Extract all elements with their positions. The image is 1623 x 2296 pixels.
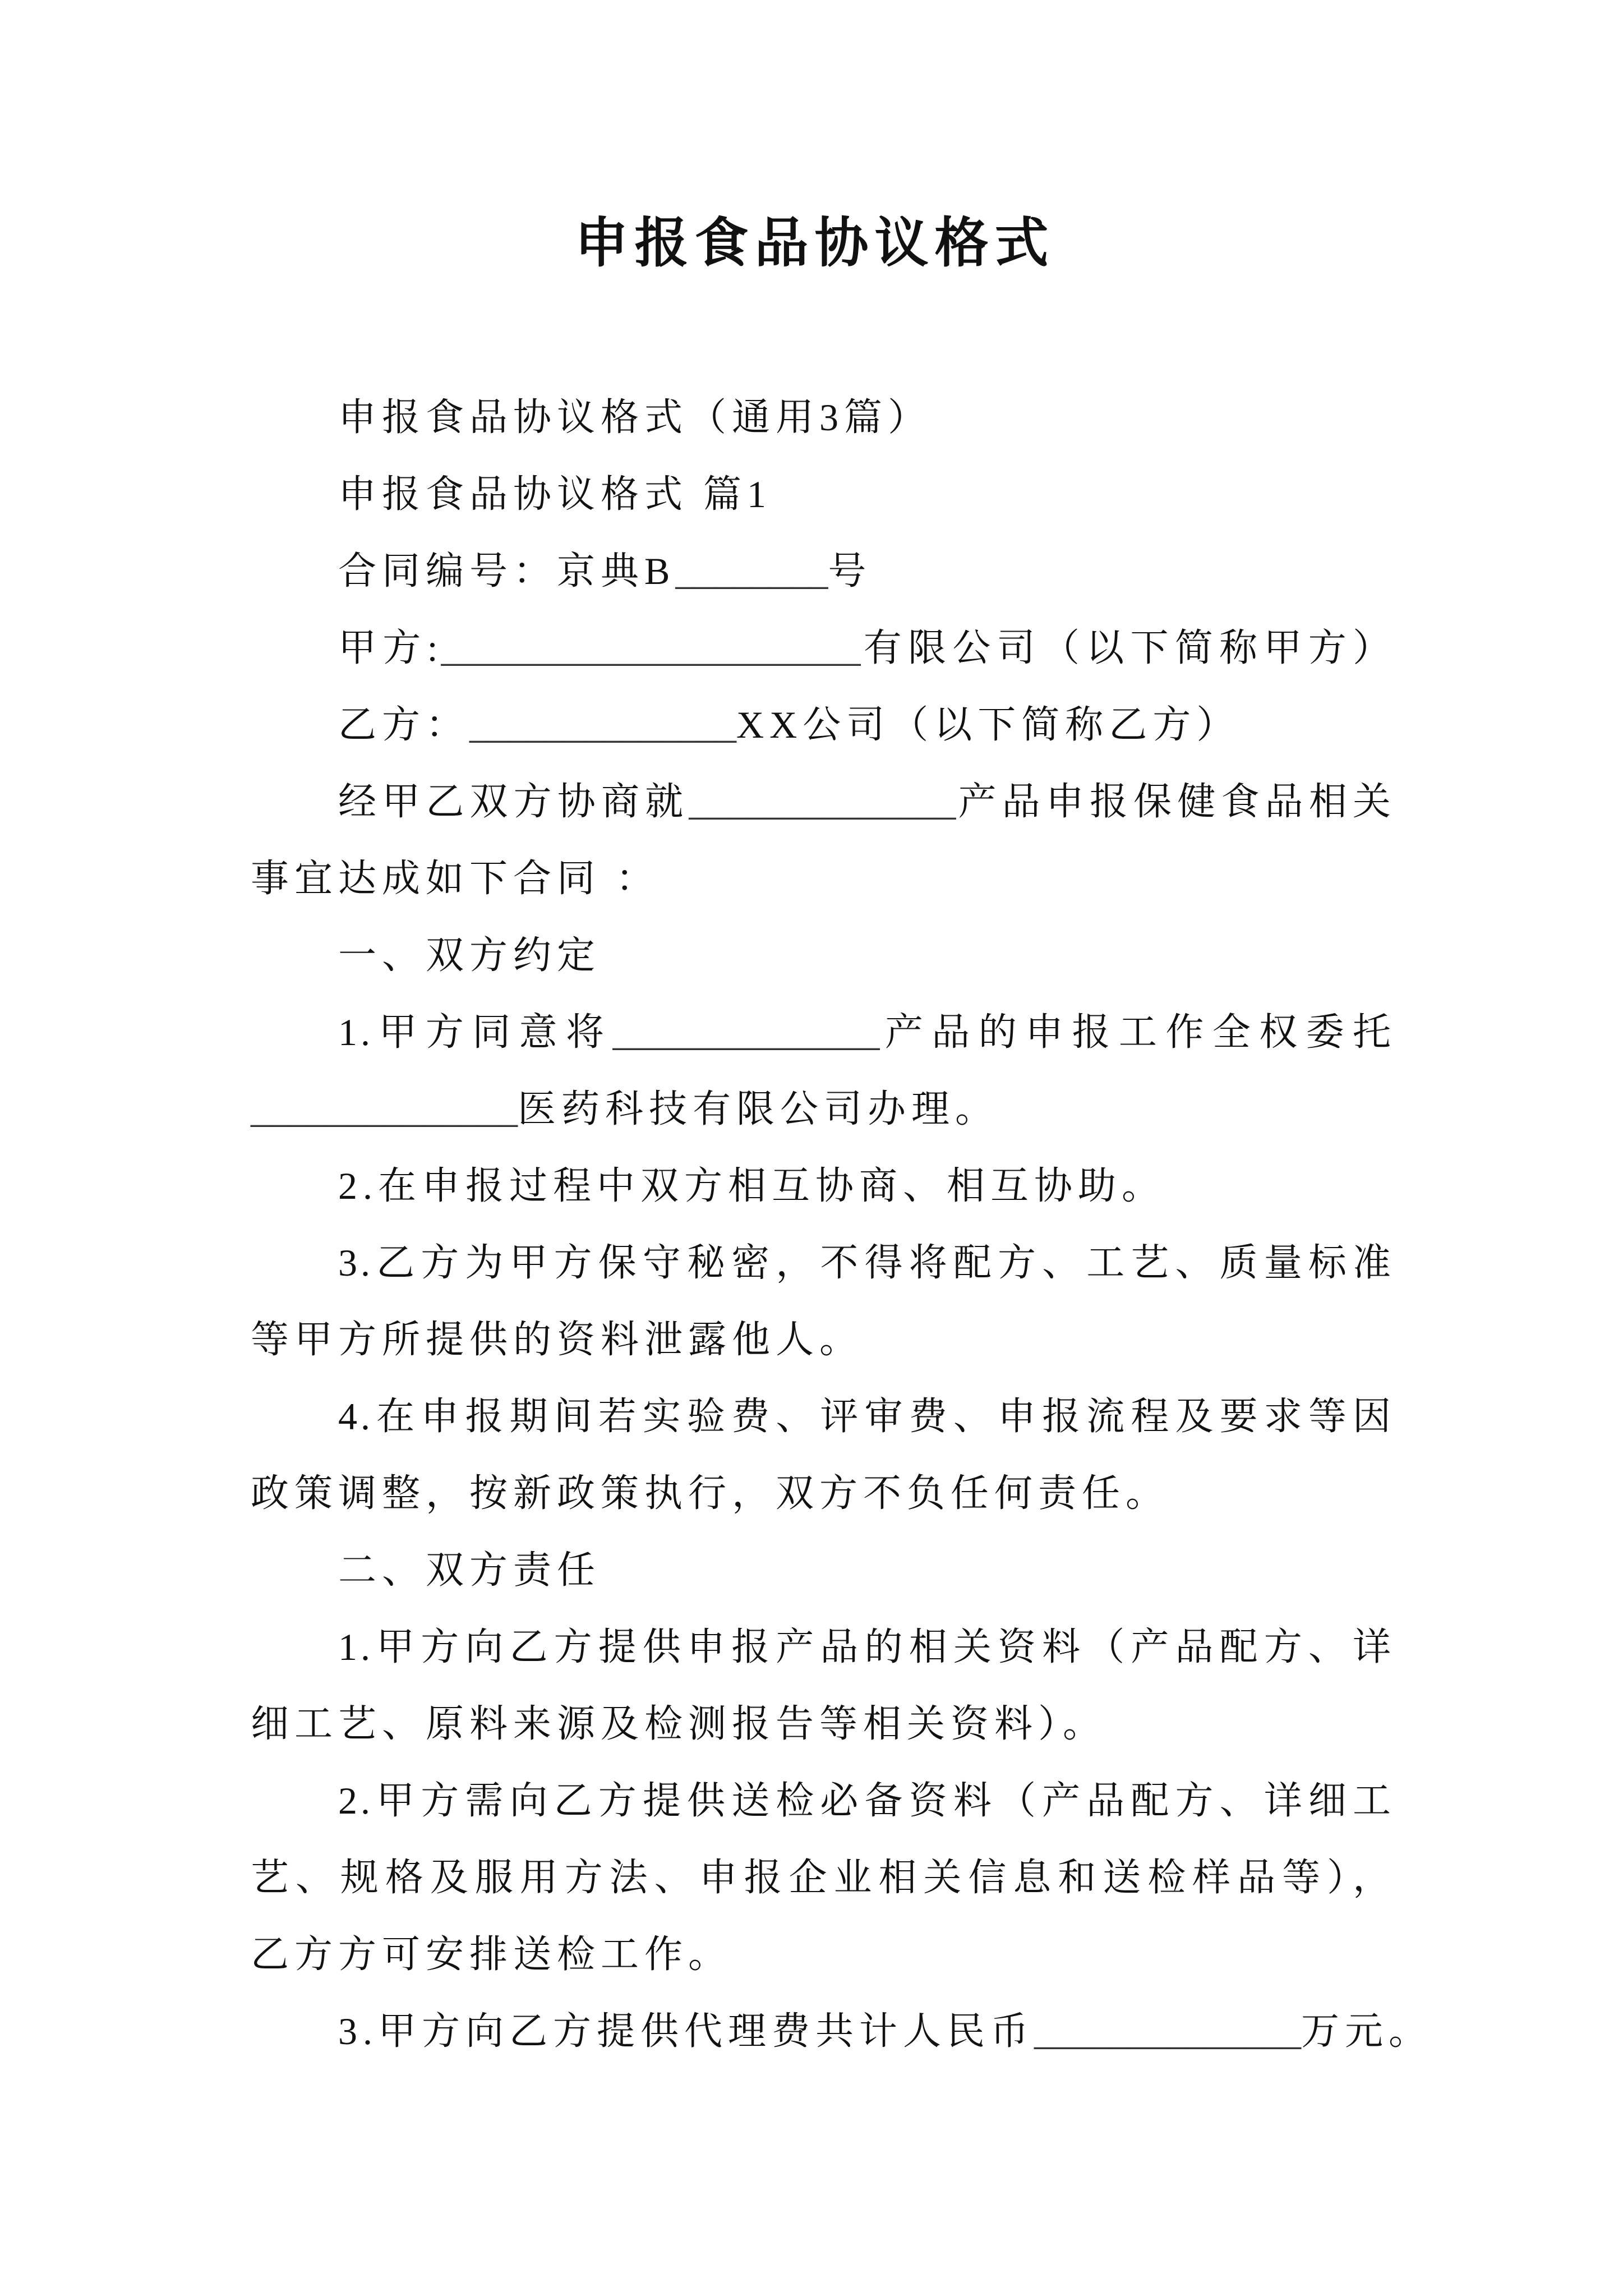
text-line: [251, 917, 1394, 994]
line-text: 医药科技有限公司办理。: [518, 1088, 999, 1130]
text-line: [251, 1071, 1394, 1148]
responsibility-clause-2: [251, 1763, 1394, 1993]
text-line: [251, 379, 1394, 456]
line-text: 经甲乙双方协商就: [338, 780, 689, 823]
line-text: 申报食品协议格式（通用3篇）: [338, 396, 932, 439]
line-text: 1.甲方向乙方提供申报产品的相关资料（产品配方、详: [338, 1626, 1394, 1668]
blank-field: ______________: [469, 703, 737, 746]
text-line: [251, 1455, 1394, 1532]
blank-field: ______________________: [441, 627, 861, 669]
text-line: [251, 1916, 1394, 1993]
line-text: 3.甲方向乙方提供代理费共计人民币: [338, 2010, 1035, 2053]
party-b-line: [251, 687, 1394, 763]
line-text: 乙方方可安排送检工作。: [251, 1933, 732, 1976]
text-line: [251, 1686, 1394, 1763]
section-heading-agreement: [251, 917, 1394, 994]
text-line: [251, 1532, 1394, 1609]
line-text: 甲方:: [338, 627, 441, 669]
responsibility-clause-1: [251, 1609, 1394, 1763]
line-text: 产品申报保健食品相关: [956, 780, 1394, 823]
section-heading-responsibilities: [251, 1532, 1394, 1609]
text-line: [251, 840, 1394, 917]
line-text: 等甲方所提供的资料泄露他人。: [251, 1318, 864, 1361]
section-heading: [251, 456, 1394, 533]
line-text: 号: [828, 550, 872, 592]
text-line: [251, 1148, 1394, 1225]
line-text: 产品的申报工作全权委托: [879, 1011, 1394, 1053]
line-text: 艺、规格及服用方法、申报企业相关信息和送检样品等），: [251, 1856, 1394, 1899]
line-text: 2.甲方需向乙方提供送检必备资料（产品配方、详细工: [338, 1779, 1394, 1822]
text-line: [251, 1609, 1394, 1686]
contract-number: [251, 533, 1394, 610]
line-text: 事宜达成如下合同 ：: [251, 857, 660, 900]
party-a-line: [251, 610, 1394, 687]
line-text: 3.乙方为甲方保守秘密，不得将配方、工艺、质量标准: [338, 1241, 1394, 1284]
line-text: 申报食品协议格式 篇1: [338, 473, 772, 516]
text-line: [251, 1225, 1394, 1301]
text-line: [251, 1763, 1394, 1839]
text-line: [251, 763, 1394, 840]
line-text: 二、双方责任: [338, 1549, 601, 1591]
line-text: 万元。: [1301, 2010, 1433, 2053]
text-line: [251, 1378, 1394, 1455]
text-line: [251, 994, 1394, 1071]
text-line: [251, 687, 1394, 763]
text-line: [251, 610, 1394, 687]
line-text: 有限公司（以下简称甲方）: [860, 627, 1394, 669]
preamble-paragraph: [251, 763, 1394, 917]
text-line: [251, 456, 1394, 533]
document-title: 申报食品协议格式: [574, 213, 1055, 273]
blank-field: ______________: [612, 1011, 880, 1053]
blank-field: ______________: [251, 1088, 518, 1130]
text-line: [251, 1301, 1394, 1378]
text-line: [251, 533, 1394, 610]
agreement-clause-4: [251, 1378, 1394, 1532]
line-text: 乙方：: [338, 703, 470, 746]
line-text: 2.在申报过程中双方相互协商、相互协助。: [338, 1165, 1166, 1207]
line-text: 政策调整，按新政策执行，双方不负任何责任。: [251, 1472, 1170, 1515]
blank-field: ________: [675, 550, 828, 592]
line-text: 4.在申报期间若实验费、评审费、申报流程及要求等因: [338, 1395, 1394, 1438]
agreement-clause-3: [251, 1225, 1394, 1378]
line-text: 合同编号：京典B: [338, 550, 676, 592]
line-text: 一、双方约定: [338, 934, 601, 977]
responsibility-clause-3: [251, 1993, 1433, 2070]
text-line: [251, 1993, 1433, 2070]
document-body: [251, 379, 1433, 2070]
document-subtitle: [251, 379, 1394, 456]
line-text: 细工艺、原料来源及检测报告等相关资料）。: [251, 1703, 1107, 1745]
agreement-clause-1: [251, 994, 1394, 1148]
line-text: 1.甲方同意将: [338, 1011, 613, 1053]
text-line: [251, 1839, 1394, 1916]
line-text: XX公司（以下简称乙方）: [736, 703, 1241, 746]
blank-field: ______________: [689, 780, 956, 823]
agreement-clause-2: [251, 1148, 1394, 1225]
blank-field: ______________: [1034, 2010, 1302, 2053]
